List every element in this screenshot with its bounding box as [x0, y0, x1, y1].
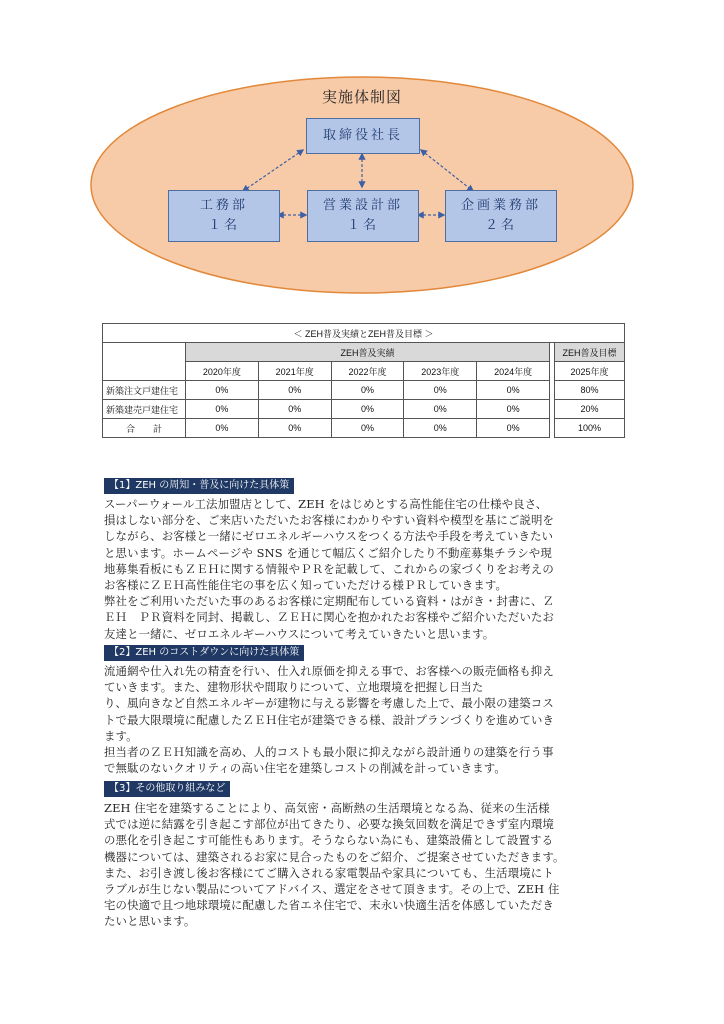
- header-target: ZEH普及目標: [554, 343, 624, 362]
- box-dept-right: [445, 190, 557, 242]
- table-cell: 0%: [404, 381, 477, 400]
- header-results: ZEH普及実績: [186, 343, 550, 362]
- dept-right-name: 企画業務部: [460, 198, 541, 213]
- table-cell: 0%: [477, 381, 550, 400]
- section-3-heading: 【3】その他取り組みなど: [104, 781, 230, 797]
- table-cell: 0%: [258, 381, 331, 400]
- box-president: [306, 118, 420, 154]
- table-cell: 0%: [477, 419, 550, 438]
- text-line: ラブルが生じない製品についてアドバイス、選定をさせて頂きます。その上で、ZEH 住: [104, 882, 560, 897]
- section-1-body: [104, 496, 624, 642]
- table-row: [103, 419, 625, 438]
- text-line: 友達と一緒に、ゼロエネルギーハウスについて考えていきたいと思います。: [104, 626, 495, 641]
- table-cell: 0%: [331, 400, 404, 419]
- text-line: 式では逆に結露を引き起こす部位が出てきたり、必要な換気回数を満足できず室内環境: [104, 817, 555, 832]
- table-cell: 0%: [186, 400, 259, 419]
- text-line: トで最大限環境に配慮したＺＥＨ住宅が建築できる様、設計プランづくりを進めていき: [104, 712, 555, 727]
- dept-left-count: １名: [207, 218, 240, 233]
- target-year-header: 2025年度: [554, 362, 624, 381]
- president-label: 取締役社長: [322, 128, 403, 143]
- table-cell: 0%: [404, 419, 477, 438]
- table-cell: 0%: [258, 400, 331, 419]
- dept-right-count: ２名: [484, 218, 517, 233]
- text-line: ます。: [104, 728, 138, 743]
- table-cell: 0%: [477, 400, 550, 419]
- text-line: ZEH 住宅を建築することにより、高気密・高断熱の生活環境となる為、従来の生活様: [104, 801, 550, 815]
- section-2-heading: 【2】ZEH のコストダウンに向けた具体策: [104, 645, 304, 661]
- year-header: 2024年度: [477, 362, 550, 381]
- target-cell: 20%: [554, 400, 624, 419]
- year-header: 2020年度: [186, 362, 259, 381]
- table-title: ＜ ZEH普及実績とZEH普及目標 ＞: [103, 324, 625, 343]
- text-line: 機器については、建築されるお家に見合ったものをご紹介、ご提案させていただきます。: [104, 849, 565, 864]
- year-header: 2022年度: [331, 362, 404, 381]
- text-line: 弊社をご利用いただいた事のあるお客様に定期配布している資料・はがき・封書に、Ｚ: [104, 594, 555, 609]
- target-cell: 100%: [554, 419, 624, 438]
- text-line: お客様にＺＥＨ高性能住宅の事を広く知っていただける様ＰＲしていきます。: [104, 578, 508, 593]
- text-line: たいと思います。: [104, 914, 196, 929]
- text-line: 損はしない部分を、ご来店いただいたお客様にわかりやすい資料や模型を基にご説明を: [104, 513, 555, 528]
- table-cell: 0%: [186, 419, 259, 438]
- text-line: また、お引き渡し後お客様にてご購入される家電製品や家具についても、生活環境にト: [104, 865, 554, 880]
- dept-center-name: 営業設計部: [322, 198, 403, 213]
- dept-left-name: 工務部: [199, 198, 248, 213]
- zeh-table-wrap: [102, 323, 625, 437]
- box-dept-center: [307, 190, 419, 242]
- text-line: 地募集看板にもＺＥＨに関する情報やＰＲを記載して、これからの家づくりをお考えの: [104, 561, 554, 576]
- org-chart-graphic: [88, 74, 636, 296]
- text-line: と思います。ホームページや SNS を通じて幅広くご紹介したり不動産募集チラシや現: [104, 545, 552, 560]
- org-chart: [88, 74, 636, 296]
- text-line: ていきます。また、建物形状や間取りについて、立地環境を把握し日当た: [104, 680, 484, 695]
- table-cell: 0%: [331, 381, 404, 400]
- row-label: 合 計: [103, 419, 186, 438]
- dept-center-count: １名: [346, 218, 379, 233]
- row-label: 新築注文戸建住宅: [103, 381, 186, 400]
- row-label: 新築建売戸建住宅: [103, 400, 186, 419]
- text-line: 担当者のＺＥＨ知識を高め、人的コストも最小限に抑えながら設計通りの建築を行う事: [104, 745, 554, 760]
- table-corner: [103, 343, 186, 381]
- table-cell: 0%: [404, 400, 477, 419]
- text-line: の悪化を引き起こす可能性もあります。そうならない為にも、建築設備として設置する: [104, 833, 554, 848]
- text-line: スーパーウォール工法加盟店として、ZEH をはじめとする高性能住宅の仕様や良さ、: [104, 497, 548, 511]
- text-line: り、風向きなど自然エネルギーが建物に与える影響を考慮した上で、最小限の建築コス: [104, 696, 554, 711]
- section-3-body: [104, 800, 624, 930]
- text-line: 流通網や仕入れ先の精査を行い、仕入れ原価を抑える事で、お客様への販売価格も抑え: [104, 664, 554, 678]
- section-1-heading: 【1】ZEH の周知・普及に向けた具体策: [104, 478, 294, 494]
- table-row: [103, 381, 625, 400]
- text-line: しながら、お客様と一緒にゼロエネルギーハウスをつくる方法や手段を考えていきたい: [104, 529, 554, 544]
- table-cell: 0%: [331, 419, 404, 438]
- org-chart-title: 実施体制図: [321, 88, 402, 106]
- section-2-body: [104, 663, 624, 776]
- box-dept-left: [168, 190, 280, 242]
- text-line: ＥＨ ＰＲ資料を同封、掲載し、ＺＥＨに関心を抱かれたお客様やご紹介いただいたお: [104, 610, 555, 625]
- table-cell: 0%: [258, 419, 331, 438]
- year-header: 2023年度: [404, 362, 477, 381]
- year-header: 2021年度: [258, 362, 331, 381]
- target-cell: 80%: [554, 381, 624, 400]
- text-line: 宅の快適で且つ地球環境に配慮した省エネ住宅で、末永い快適生活を体感していただき: [104, 898, 554, 913]
- table-cell: 0%: [186, 381, 259, 400]
- table-row: [103, 400, 625, 419]
- zeh-table: [102, 323, 625, 438]
- text-line: で無駄のないクオリティの高い住宅を建築しコストの削減を計っていきます。: [104, 761, 506, 776]
